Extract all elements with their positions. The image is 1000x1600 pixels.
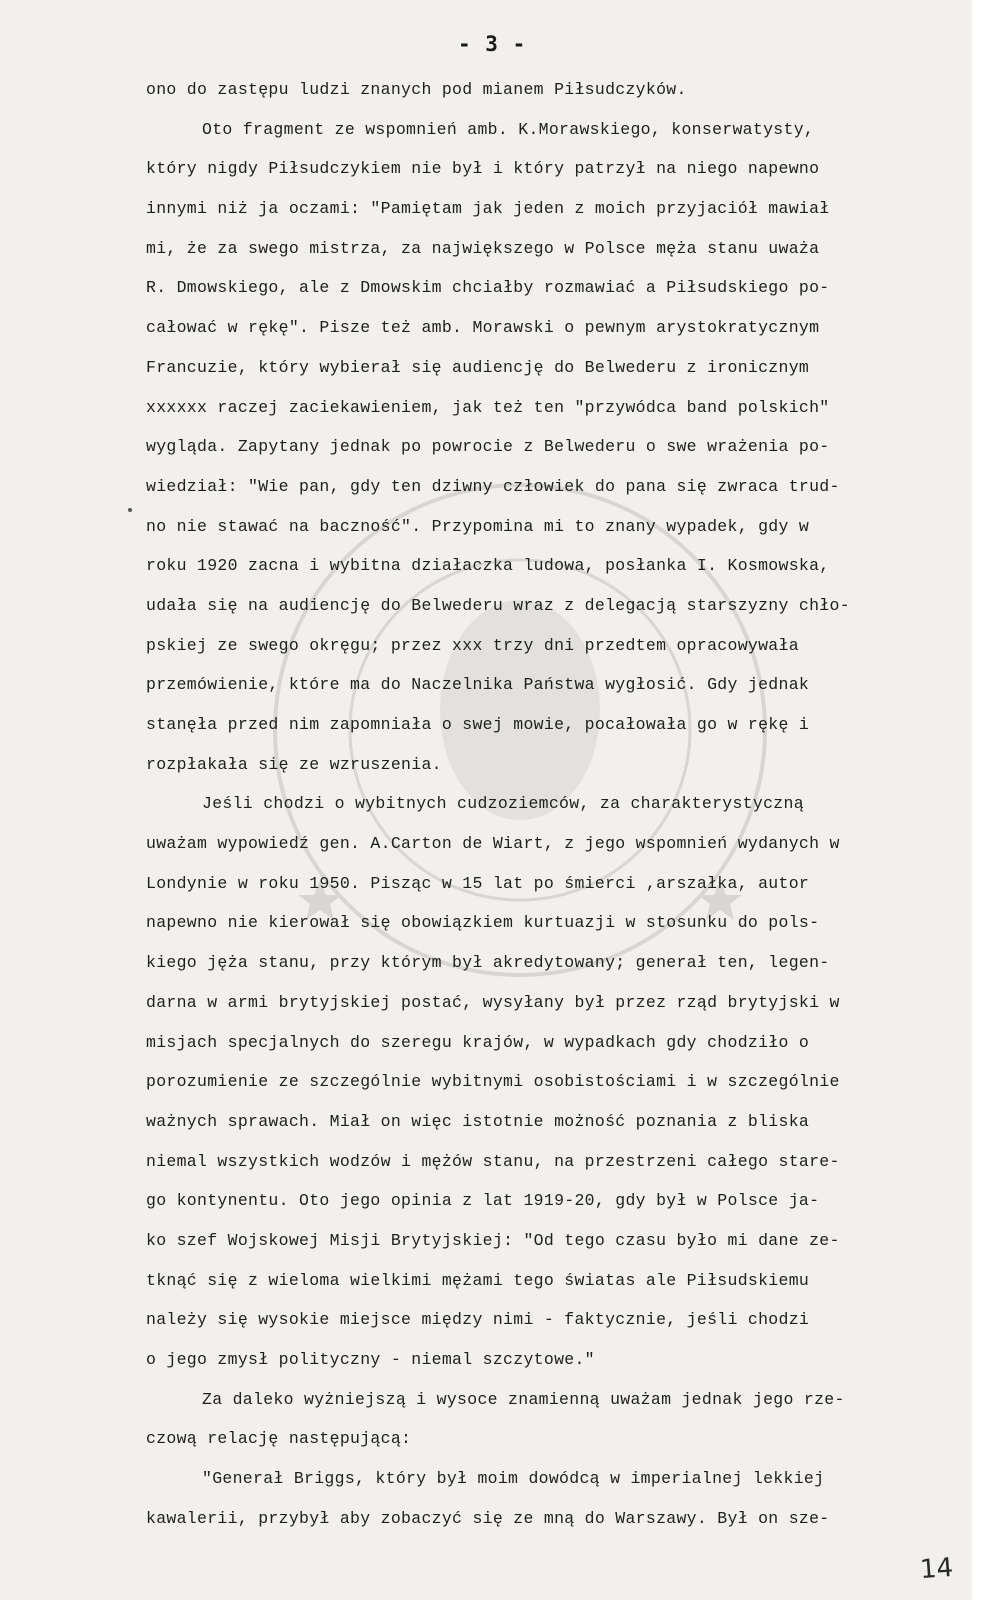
text-line: całować w rękę". Pisze też amb. Morawski o pewnym arystokratycznym	[146, 318, 820, 338]
text-line: Londynie w roku 1950. Pisząc w 15 lat po śmierci ,arszałka, autor	[146, 873, 810, 893]
text-line: roku 1920 zacna i wybitna działaczka ludowa, posłanka I. Kosmowska,	[146, 556, 830, 576]
text-line: ważnych sprawach. Miał on więc istotnie możność poznania z bliska	[146, 1111, 810, 1131]
text-line: mi, że za swego mistrza, za największego w Polsce męża stanu uważa	[146, 238, 820, 258]
text-line: "Generał Briggs, który był moim dowódcą w imperialnej lekkiej	[202, 1469, 825, 1489]
typed-body-text	[146, 70, 956, 1538]
text-line: go kontynentu. Oto jego opinia z lat 1919-20, gdy był w Polsce ja-	[146, 1191, 820, 1211]
text-line: Francuzie, który wybierał się audiencję do Belwederu z ironicznym	[146, 357, 810, 377]
text-line: no nie stawać na baczność". Przypomina mi to znany wypadek, gdy w	[146, 516, 810, 536]
text-line: ono do zastępu ludzi znanych pod mianem Piłsudczyków.	[146, 80, 687, 99]
text-line: Oto fragment ze wspomnień amb. K.Morawskiego, konserwatysty,	[202, 119, 815, 139]
margin-dot-mark	[128, 508, 132, 512]
text-line: Jeśli chodzi o wybitnych cudzoziemców, za charakterystyczną	[202, 794, 804, 814]
text-line: o jego zmysł polityczny - niemal szczytowe."	[146, 1350, 595, 1369]
text-line: kiego jęża stanu, przy którym był akredytowany; generał ten, legen-	[146, 953, 830, 973]
text-line: przemówienie, które ma do Naczelnika Państwa wygłosić. Gdy jednak	[146, 675, 810, 695]
text-line: ko szef Wojskowej Misji Brytyjskiej: "Od tego czasu było mi dane ze-	[146, 1230, 840, 1250]
text-line: udała się na audiencję do Belwederu wraz z delegacją starszyzny chło-	[146, 595, 850, 615]
text-line: rozpłakała się ze wzruszenia.	[146, 754, 442, 774]
text-line: wygląda. Zapytany jednak po powrocie z Belwederu o swe wrażenia po-	[146, 437, 830, 457]
text-line: xxxxxx raczej zaciekawieniem, jak też ten "przywódca band polskich"	[146, 397, 830, 417]
text-line: wiedział: "Wie pan, gdy ten dziwny człowiek do pana się zwraca trud-	[146, 476, 840, 496]
text-line: należy się wysokie miejsce między nimi - faktycznie, jeśli chodzi	[146, 1310, 810, 1330]
text-line: innymi niż ja oczami: "Pamiętam jak jeden z moich przyjaciół mawiał	[146, 199, 830, 219]
handwritten-page-number: 14	[918, 1552, 955, 1586]
text-line: kawalerii, przybył aby zobaczyć się ze mną do Warszawy. Był on sze-	[146, 1508, 830, 1528]
text-line: czową relację następującą:	[146, 1429, 412, 1449]
text-line: tknąć się z wieloma wielkimi mężami tego światas ale Piłsudskiemu	[146, 1270, 810, 1290]
text-line: stanęła przed nim zapomniała o swej mowie, pocałowała go w rękę i	[146, 715, 810, 734]
text-line: porozumienie ze szczególnie wybitnymi osobistościami i w szczególnie	[146, 1072, 840, 1092]
text-line: napewno nie kierował się obowiązkiem kurtuazji w stosunku do pols-	[146, 913, 820, 933]
text-line: uważam wypowiedź gen. A.Carton de Wiart, z jego wspomnień wydanych w	[146, 834, 840, 854]
text-line: który nigdy Piłsudczykiem nie był i który patrzył na niego napewno	[146, 159, 820, 179]
text-line: misjach specjalnych do szeregu krajów, w wypadkach gdy chodziło o	[146, 1032, 810, 1052]
page-number: - 3 -	[458, 32, 527, 56]
text-line: darna w armi brytyjskiej postać, wysyłany był przez rząd brytyjski w	[146, 992, 840, 1012]
text-line: R. Dmowskiego, ale z Dmowskim chciałby rozmawiać a Piłsudskiego po-	[146, 278, 830, 298]
text-line: pskiej ze swego okręgu; przez xxx trzy dni przedtem opracowywała	[146, 635, 799, 655]
text-line: niemal wszystkich wodzów i mężów stanu, na przestrzeni całego stare-	[146, 1151, 840, 1171]
text-line: Za daleko wyżniejszą i wysoce znamienną uważam jednak jego rze-	[202, 1389, 845, 1409]
